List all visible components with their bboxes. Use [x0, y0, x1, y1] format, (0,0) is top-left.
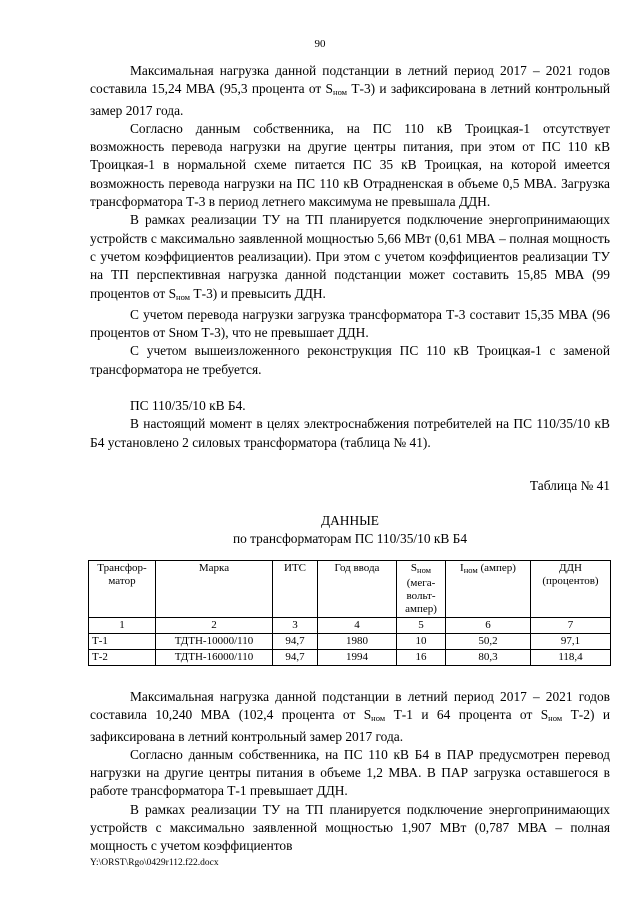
col-header: ДДН (процентов) — [531, 561, 611, 618]
table-row — [89, 634, 611, 650]
table-cell: Т-2 — [89, 650, 156, 666]
paragraph: В настоящий момент в целях электроснабжения потребителей на ПС 110/35/10 кВ Б4 установлено 2 силовых трансформатора (таблица № 41). — [90, 416, 610, 450]
table-cell: 97,1 — [531, 634, 611, 650]
paragraph: Максимальная нагрузка данной подстанции в летний период 2017 – 2021 годов составила 10,240 МВА (102,4 процента от $S_{ном}$ Т-1 и 64 процента от $S_{ном}$ Т-2) и зафиксирована в летний контрольный замер 2017 года. — [90, 689, 610, 744]
col-header: $I_{ном}$ (ампер) — [446, 561, 531, 618]
table-cell: ТДТН-16000/110 — [156, 650, 273, 666]
table-cell: 7 — [531, 618, 611, 634]
table-title: ДАННЫЕ — [320, 513, 379, 528]
paragraph: Максимальная нагрузка данной подстанции в летний период 2017 – 2021 годов составила 15,24 МВА (95,3 процента от $S_{ном}$ Т-3) и зафиксирована в летний контрольный замер 2017 года. — [90, 63, 611, 118]
paragraph: Согласно данным собственника, на ПС 110 кВ Б4 в ПАР предусмотрен перевод нагрузки на другие центры питания в объеме 1,2 МВА. В ПАР загрузка оставшегося в работе трансформатора Т-1 превышает ДДН. — [90, 746, 610, 799]
table-cell: 5 — [397, 618, 446, 634]
table-cell: Т-1 — [89, 634, 156, 650]
file-path-footer: Y:\ORST\Rgo\0429r112.f22.docx — [90, 858, 219, 868]
table-cell: 6 — [446, 618, 531, 634]
paragraph: В рамках реализации ТУ на ТП планируется подключение энергопринимающих устройств с максимально заявленной мощностью 1,907 МВт (0,787 МВА – полная мощность с учетом коэффициентов — [90, 801, 610, 854]
col-header: Трансфор-матор — [89, 561, 156, 618]
table-header-row — [89, 561, 611, 618]
section-heading: ПС 110/35/10 кВ Б4. — [130, 398, 246, 414]
table-cell: 4 — [318, 618, 397, 634]
table-cell: 1994 — [318, 650, 397, 666]
page-number: 90 — [314, 38, 326, 50]
table-cell: 50,2 — [446, 634, 531, 650]
transformer-table — [88, 560, 611, 666]
text-block-bottom — [90, 688, 610, 856]
table-cell: 3 — [273, 618, 318, 634]
table-cell: 10 — [397, 634, 446, 650]
table-title-block — [90, 512, 610, 548]
table-cell: ТДТН-10000/110 — [156, 634, 273, 650]
paragraph: С учетом вышеизложенного реконструкция ПС 110 кВ Троицкая-1 с заменой трансформатора не требуется. — [90, 343, 610, 377]
paragraph: Согласно данным собственника, на ПС 110 кВ Троицкая-1 отсутствует возможность перевода нагрузки на другие центры питания, при этом от ПС 110 кВ Троицкая-1 в нормальной схеме питается ПС 35 кВ Троицкая, на которой имеется возможность перевода нагрузки на ПС 110 кВ Отрадненская в объеме 0,5 МВА. Загрузка трансформатора Т-3 в период летнего максимума не превышала ДДН. — [90, 120, 610, 210]
table-cell: 1 — [89, 618, 156, 634]
table-index-row — [89, 618, 611, 634]
col-header: Год ввода — [318, 561, 397, 618]
paragraph: В рамках реализации ТУ на ТП планируется подключение энергопринимающих устройств с максимально заявленной мощностью 5,66 МВт (0,61 МВА – полная мощность с учетом коэффициентов реализации). При этом с учетом коэффициентов реализации ТУ на ТП перспективная нагрузка данной подстанции может составить 15,85 МВА (99 процентов от $S_{ном}$ Т-3) и превысить ДДН. — [90, 212, 610, 302]
table-number: Таблица № 41 — [529, 478, 610, 493]
table-cell: 94,7 — [273, 650, 318, 666]
col-header: ИТС — [273, 561, 318, 618]
col-header: $S_{ном}$ (мега-вольт-ампер) — [397, 561, 446, 618]
col-header: Марка — [156, 561, 273, 618]
table-cell: 16 — [397, 650, 446, 666]
table-cell: 80,3 — [446, 650, 531, 666]
table-row — [89, 650, 611, 666]
table-cell: 118,4 — [531, 650, 611, 666]
table-subtitle: по трансформаторам ПС 110/35/10 кВ Б4 — [232, 531, 468, 546]
text-block-top — [90, 62, 610, 452]
table-cell: 2 — [156, 618, 273, 634]
table-cell: 94,7 — [273, 634, 318, 650]
paragraph: С учетом перевода нагрузки загрузка трансформатора Т-3 составит 15,35 МВА (96 процентов от Sном Т-3), что не превышает ДДН. — [90, 306, 610, 341]
table-cell: 1980 — [318, 634, 397, 650]
